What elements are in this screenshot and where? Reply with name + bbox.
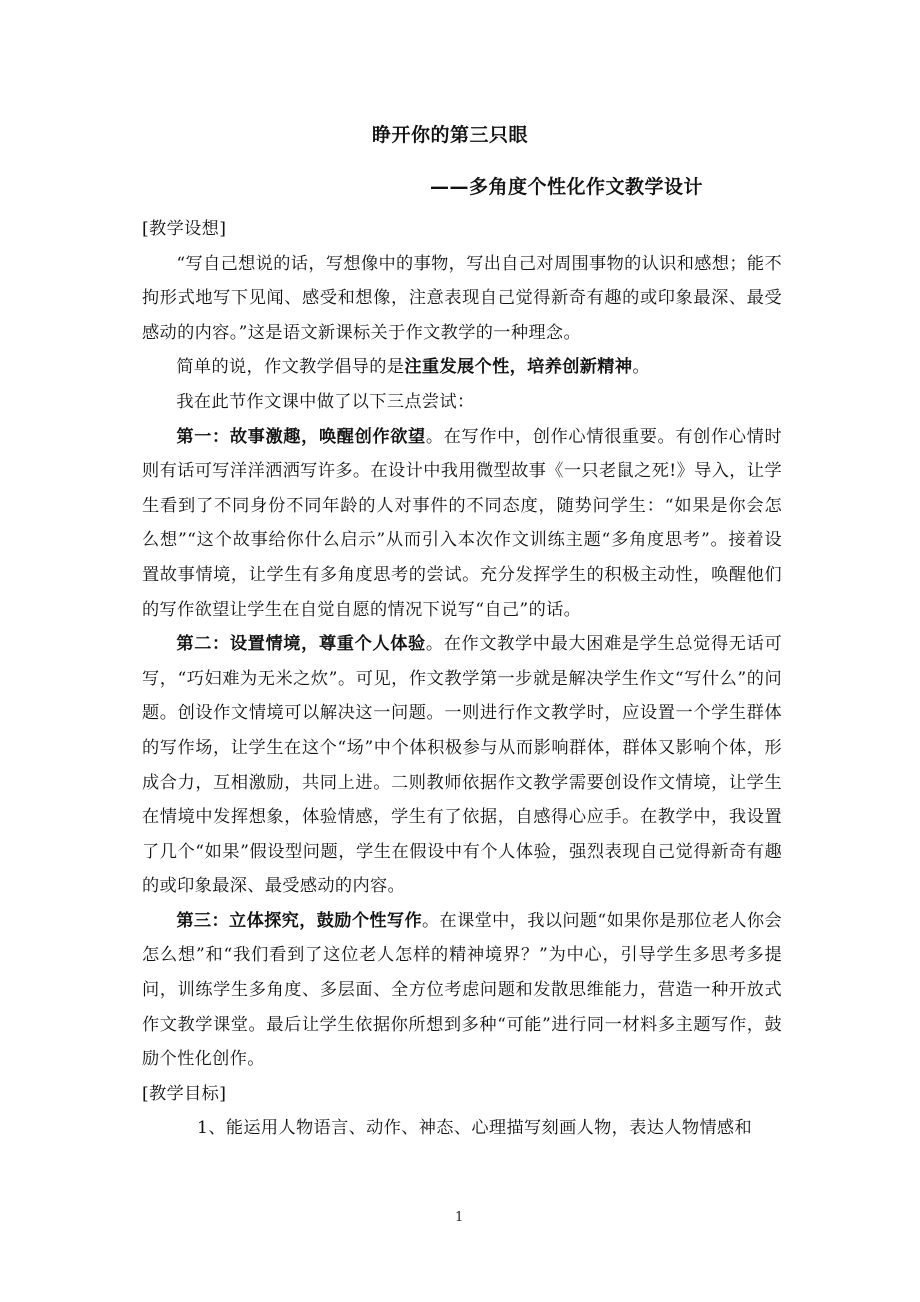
paragraph-attempt-three [142,904,782,1077]
goal-item-1: 1、能运用人物语言、动作、神态、心理描写刻画人物，表达人物情感和 [197,1118,752,1139]
page-number: 1 [455,1210,464,1225]
section-heading-teaching-idea: [教学设想] [142,219,227,239]
attempt-one-text: 。在写作中，创作心情很重要。有创作心情时则有话可写洋洋洒洒写许多。在设计中我用微型故事《一只老鼠之死!》导入，让学生看到了不同身份不同年龄的人对事件的不同态度，随势问学生：“如果是你会怎么想”“这个故事给你什么启示”从而引入本次作文训练主题“多角度思考”。接着设置故事情境，让学生有多角度思考的尝试。充分发挥学生的积极主动性，唤醒他们的写作欲望让学生在自觉自愿的情况下说写“自己”的话。 [142,426,782,620]
document-body [142,212,782,1146]
attempt-one-heading: 第一：故事激趣，唤醒创作欲望 [176,426,426,447]
document-title: 睁开你的第三只眼 [372,124,529,146]
paragraph-attempt-one [142,420,782,628]
attempt-two-heading: 第二：设置情境，尊重个人体验 [176,634,426,655]
paragraph-three-attempts: 我在此节作文课中做了以下三点尝试： [176,391,475,412]
paragraph-teaching-advocacy [142,350,782,385]
paragraph-curriculum-quote: “写自己想说的话，写想像中的事物，写出自己对周围事物的认识和感想；能不拘形式地写下见闻、感受和想像，注意表现自己觉得新奇有趣的或印象最深、最受感动的内容。”这是语文新课标关于作文教学的一种理念。 [142,253,782,343]
paragraph-text: 。 [632,357,650,378]
paragraph-text: 简单的说，作文教学倡导的是 [176,357,405,378]
paragraph-attempt-two [142,627,782,904]
document-subtitle: ——多角度个性化作文教学设计 [430,176,704,198]
section-heading-teaching-goals: [教学目标] [142,1083,227,1104]
attempt-three-heading: 第三：立体探究，鼓励个性写作 [176,910,422,931]
attempt-two-text: 。在作文教学中最大困难是学生总觉得无话可写，“巧妇难为无米之炊”。可见，作文教学第一步就是解决学生作文“写什么”的问题。创设作文情境可以解决这一问题。一则进行作文教学时，应设置一个学生群体的写作场，让学生在这个“场”中个体积极参与从而影响群体，群体又影响个体，形成合力，互相激励，共同上进。二则教师依据作文教学需要创设作文情境，让学生在情境中发挥想象，体验情感，学生有了依据，自感得心应手。在教学中，我设置了几个“如果”假设型问题，学生在假设中有个人体验，强烈表现自己觉得新奇有趣的或印象最深、最受感动的内容。 [142,634,782,897]
emphasis-text: 注重发展个性，培养创新精神 [404,357,633,378]
attempt-three-text: 。在课堂中，我以问题“如果你是那位老人你会怎么想”和“我们看到了这位老人怎样的精神境界？”为中心，引导学生多思考多提问，训练学生多角度、多层面、全方位考虑问题和发散思维能力，营造一种开放式作文教学课堂。最后让学生依据你所想到多种“可能”进行同一材料多主题写作，鼓励个性化创作。 [142,910,782,1070]
